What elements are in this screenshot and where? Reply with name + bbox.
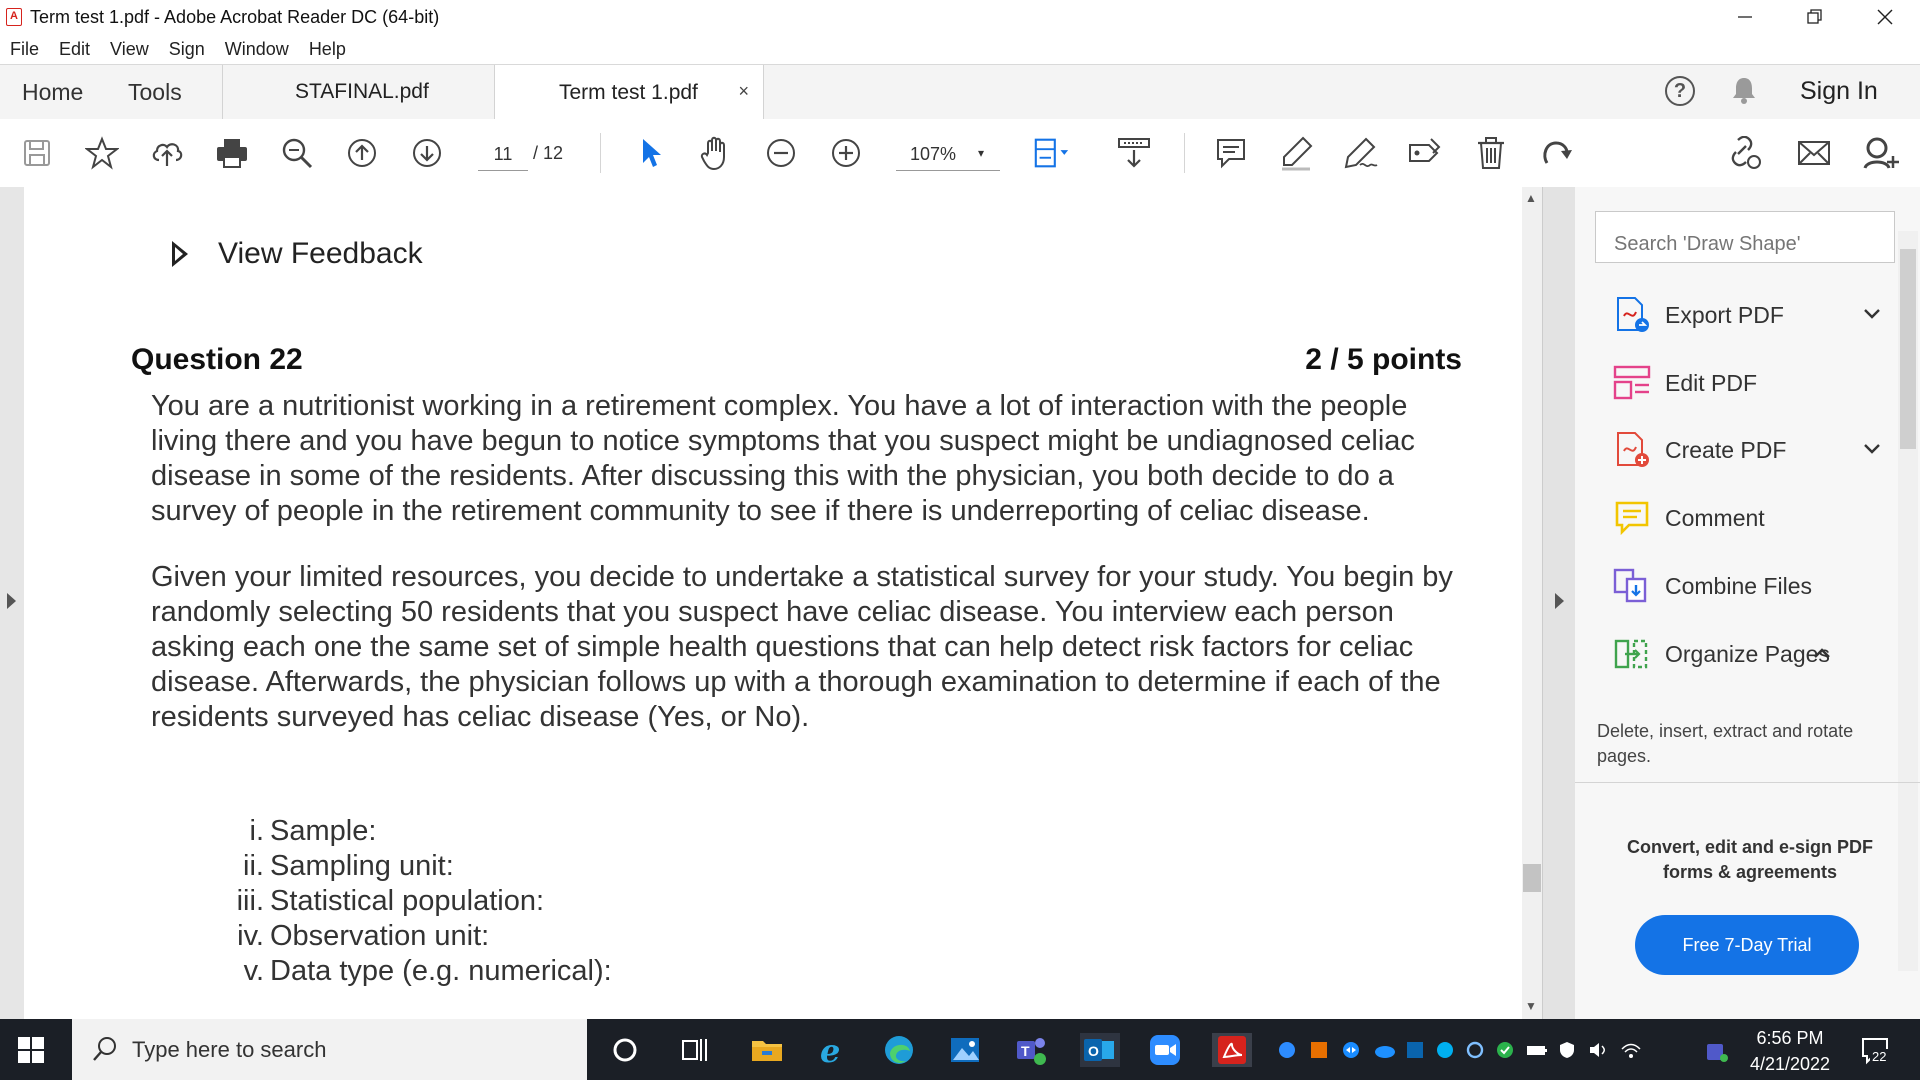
list-item-label: Data type (e.g. numerical): [270,955,612,987]
toolbar [0,119,1920,188]
skype-tray-icon[interactable] [1436,1041,1454,1059]
save-icon[interactable] [18,134,56,172]
zoom-out-icon[interactable] [762,134,800,172]
question-title: Question 22 [131,343,303,376]
combine-files-icon [1613,567,1651,605]
scroll-down-icon[interactable]: ▼ [1525,999,1537,1013]
add-user-icon[interactable] [1862,134,1900,172]
pdf-page [24,187,1522,1019]
tab-close-icon[interactable]: × [738,81,749,101]
stamp-tag-icon[interactable] [1407,134,1445,172]
tab-bar [0,64,1920,120]
scrollbar-thumb[interactable] [1523,864,1541,892]
delete-trash-icon[interactable] [1472,134,1510,172]
page-total: / 12 [533,143,564,163]
promo-text: Convert, edit and e-sign PDF forms & agreements [1626,837,1874,882]
teams-tray-icon[interactable] [1706,1041,1728,1059]
edit-pdf-icon [1613,364,1651,402]
sync-tray-icon[interactable] [1466,1041,1484,1059]
star-icon[interactable] [83,134,121,172]
tool-organize-pages[interactable] [1613,634,1883,674]
list-item-number: ii. [243,850,264,882]
question-paragraph-1: You are a nutritionist working in a retirement complex. You have a lot of interaction with the people living there and you have begun to notice symptoms that you suspect might be undiagnosed celiac disease in some of the residents. After discussing this with the physician, you both decide to do a survey of people in the retirement community to see if there is underreporting of celiac disease. [151,390,1415,527]
page-number-input[interactable] [478,138,528,171]
svg-text:O: O [1088,1043,1099,1059]
internet-explorer-icon[interactable] [816,1033,850,1067]
java-tray-icon[interactable] [1310,1041,1328,1059]
tool-label: Export PDF [1665,301,1784,328]
hand-tool-icon[interactable] [697,134,735,172]
tools-search-input[interactable] [1595,211,1895,263]
cortana-icon[interactable] [608,1033,642,1067]
minimize-icon[interactable] [1710,0,1780,34]
zoom-meetings-icon[interactable] [1148,1033,1182,1067]
toolbar-divider [600,133,601,173]
disclosure-triangle-icon [172,241,188,267]
fill-sign-icon[interactable] [1342,134,1380,172]
wifi-tray-icon[interactable] [1620,1041,1642,1059]
tool-label: Organize Pages [1665,640,1830,667]
list-item-number: iv. [237,920,264,952]
svg-text:e: e [820,1033,841,1067]
list-item-number: v. [243,955,264,987]
windows-start-icon[interactable] [18,1037,44,1068]
organize-pages-icon [1613,635,1651,673]
close-icon[interactable] [1850,0,1920,34]
export-pdf-icon [1613,296,1651,334]
clock-time: 6:56 PM [1756,1028,1824,1048]
fit-page-icon[interactable] [1032,134,1070,172]
print-icon[interactable] [213,134,251,172]
expand-left-arrow-icon[interactable] [7,593,16,609]
chevron-down-icon[interactable] [1861,303,1883,325]
menu-edit[interactable]: Edit [59,39,91,59]
outlook-tray-icon[interactable] [1406,1041,1424,1059]
volume-tray-icon[interactable] [1588,1041,1610,1059]
next-page-icon[interactable] [408,134,446,172]
menu-help[interactable]: Help [308,39,346,59]
previous-page-icon[interactable] [343,134,381,172]
redo-rotate-icon[interactable] [1537,134,1575,172]
left-panel-toggle[interactable] [0,187,24,1019]
list-item [184,954,612,989]
zoom-value: 107% [910,144,957,164]
tool-label: Combine Files [1665,572,1812,599]
scroll-up-icon[interactable]: ▲ [1525,191,1537,205]
chevron-down-icon: ▾ [978,146,985,160]
notification-center-icon[interactable] [1860,1035,1890,1065]
security-check-tray-icon[interactable] [1496,1041,1514,1059]
acrobat-app-icon: A [6,8,22,26]
free-trial-button[interactable]: Free 7-Day Trial [1635,915,1859,975]
view-feedback-label: View Feedback [218,237,423,270]
tool-label: Create PDF [1665,436,1787,463]
menu-window[interactable]: Window [224,39,289,59]
list-item-label: Statistical population: [270,885,545,917]
chevron-down-icon[interactable] [1861,438,1883,460]
file-explorer-icon[interactable] [750,1033,784,1067]
windows-taskbar [0,1019,1920,1080]
scrollbar-thumb[interactable] [1900,249,1916,449]
acrobat-taskbar-icon[interactable] [1212,1033,1252,1067]
document-scrollbar[interactable] [1522,187,1542,1019]
taskbar-search-placeholder: Type here to search [132,1037,327,1062]
upload-cloud-icon[interactable] [148,134,186,172]
select-cursor-icon[interactable] [632,134,670,172]
menu-bar [0,34,1920,64]
svg-text:T: T [1021,1043,1030,1059]
tool-edit-pdf[interactable] [1613,363,1883,403]
right-pane-splitter[interactable] [1542,187,1575,1019]
onedrive-tray-icon[interactable] [1374,1041,1392,1059]
battery-tray-icon[interactable] [1526,1041,1548,1059]
list-item [184,849,612,884]
list-item-label: Sampling unit: [270,850,454,882]
share-link-icon[interactable] [1725,134,1763,172]
title-bar [0,0,1920,34]
tab-label: Term test 1.pdf [559,81,698,104]
view-feedback-toggle[interactable] [172,237,423,271]
shield-tray-icon[interactable] [1558,1041,1576,1059]
teams-icon[interactable] [1014,1033,1048,1067]
taskbar-search-box[interactable] [72,1019,587,1080]
list-item-label: Observation unit: [270,920,490,952]
search-icon [92,1036,118,1062]
list-item [184,814,612,849]
menu-file[interactable]: File [10,39,40,59]
sign-in-button[interactable]: Sign In [1800,77,1878,105]
create-pdf-icon [1613,431,1651,469]
restore-icon[interactable] [1780,0,1850,34]
zoom-in-icon[interactable] [827,134,865,172]
collapse-right-pane-icon[interactable] [1555,593,1564,609]
organize-pages-description: Delete, insert, extract and rotate pages. [1597,721,1854,766]
teamviewer-tray-icon[interactable] [1342,1041,1360,1059]
list-item [184,884,612,919]
read-mode-icon[interactable] [1115,134,1153,172]
bell-icon[interactable] [1730,75,1758,110]
tool-label: Edit PDF [1665,369,1758,396]
tool-comment[interactable] [1613,498,1883,538]
question-points: 2 / 5 points [1305,343,1462,376]
zoom-select[interactable] [896,138,1000,171]
tab-stafinal[interactable] [222,65,494,119]
list-item-number: i. [249,815,264,847]
list-item [184,919,612,954]
menu-sign[interactable]: Sign [168,39,205,59]
list-item-number: iii. [236,885,264,917]
menu-view[interactable]: View [110,39,149,59]
tool-export-pdf[interactable] [1613,295,1883,335]
help-icon[interactable]: ? [1665,76,1695,106]
tool-label: Comment [1665,504,1765,531]
chevron-up-icon[interactable] [1811,642,1833,664]
question-items-list [184,814,612,989]
tools-pane [1575,187,1920,1019]
zoom-tray-icon[interactable] [1278,1041,1296,1059]
clock-date: 4/21/2022 [1749,1054,1831,1074]
notification-badge: 22 [1872,1049,1887,1064]
tool-combine-files[interactable] [1613,566,1883,606]
photos-icon[interactable] [948,1033,982,1067]
tab-label: STAFINAL.pdf [295,80,429,103]
pane-divider [1575,782,1920,783]
comment-note-icon[interactable] [1212,134,1250,172]
tool-create-pdf[interactable] [1613,430,1883,470]
taskbar-clock[interactable] [1740,1025,1840,1077]
highlight-pen-icon[interactable] [1277,134,1315,172]
edge-browser-icon[interactable] [882,1033,916,1067]
tab-term-test[interactable] [494,65,764,121]
email-icon[interactable] [1795,134,1833,172]
search-zoom-icon[interactable] [278,134,316,172]
toolbar-divider [1184,133,1185,173]
question-paragraph-2: Given your limited resources, you decide to undertake a statistical survey for your study. You begin by randomly selecting 50 residents that you suspect have celiac disease. You interview each person asking each one the same set of simple health questions that can help detect risk factors for celiac disease. Afterwards, the physician follows up with a thorough examination to determine if each of the residents surveyed has celiac disease (Yes, or No). [151,561,1453,733]
outlook-icon[interactable] [1080,1033,1120,1067]
tab-home[interactable]: Home [22,79,84,105]
task-view-icon[interactable] [678,1033,712,1067]
list-item-label: Sample: [270,815,377,847]
comment-icon [1613,499,1651,537]
tools-pane-scrollbar[interactable] [1898,231,1918,971]
tab-tools[interactable]: Tools [128,79,182,105]
window-title: Term test 1.pdf - Adobe Acrobat Reader DC (64-bit) [30,7,440,27]
